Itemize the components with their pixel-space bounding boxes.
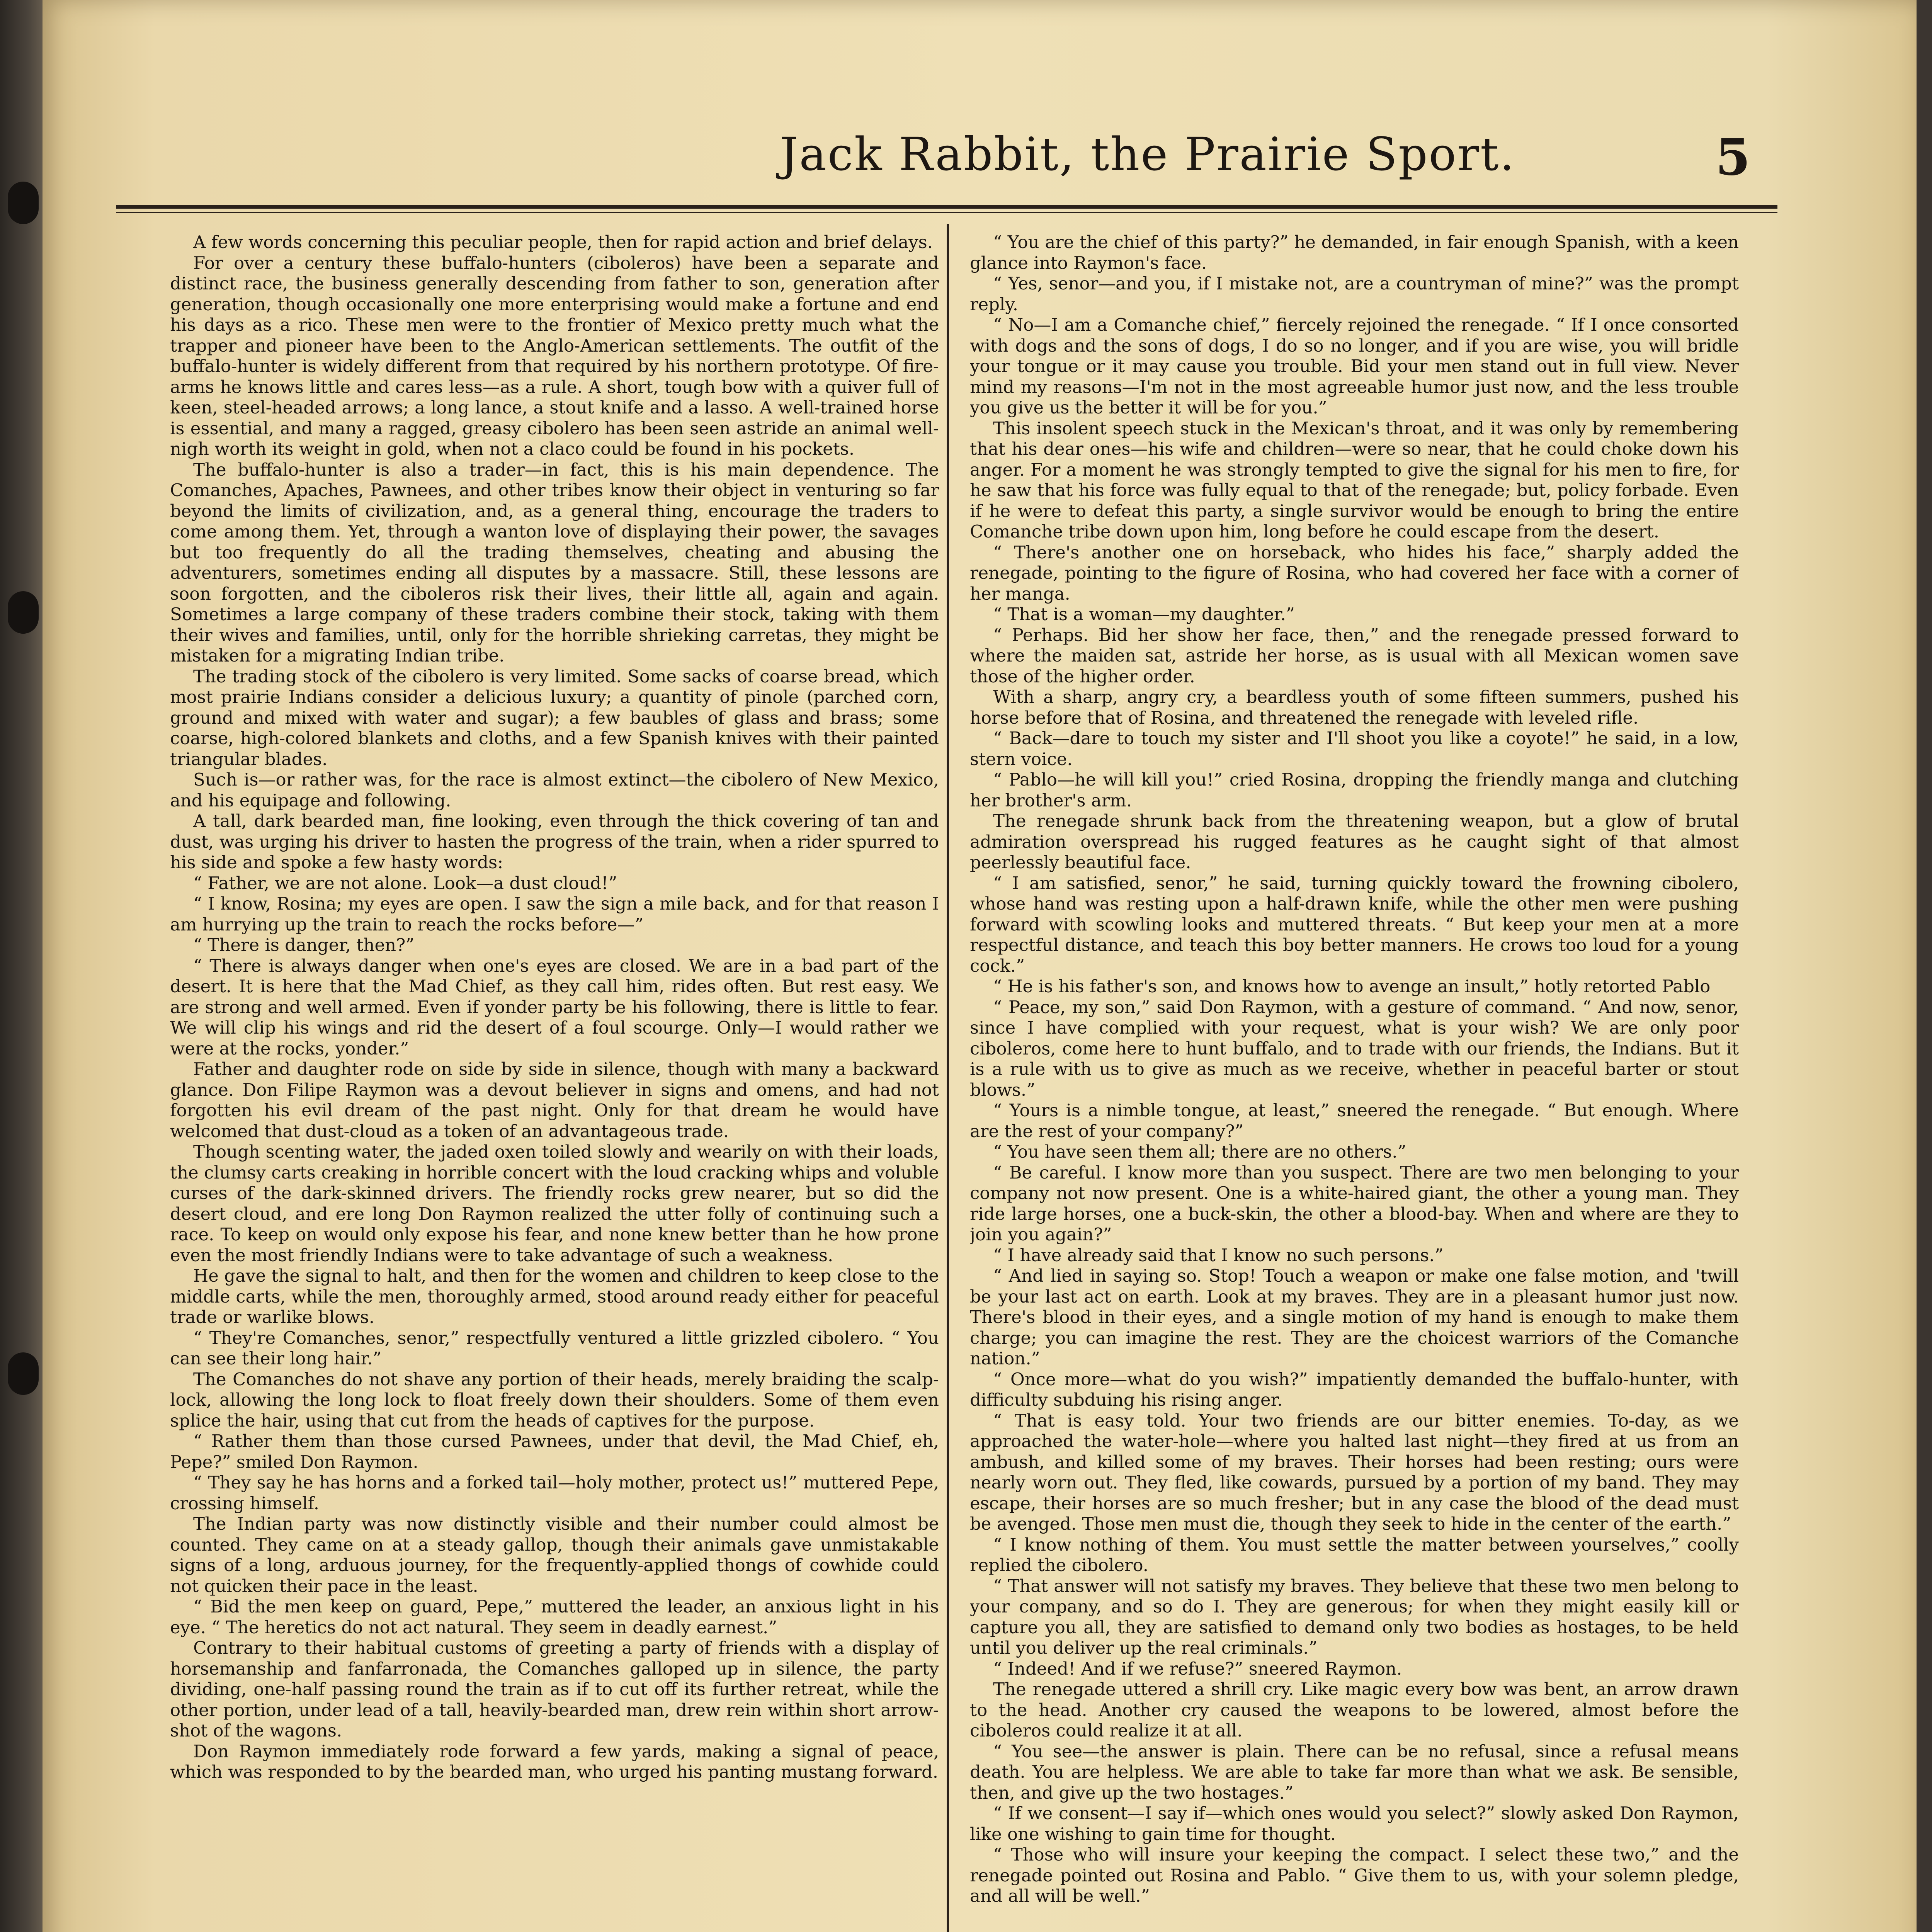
article-paragraph: “ Those who will insure your keeping the compact. I select these two,” and the renegade pointed out Rosina and Pablo. “ Give them to us, with your solemn pledge, and all will be well.” bbox=[970, 1844, 1739, 1906]
article-paragraph: He gave the signal to halt, and then for the women and children to keep close to the middle carts, while the men, thoroughly armed, stood around ready either for peaceful trade or warlike blows. bbox=[170, 1265, 939, 1327]
article-paragraph: “ Peace, my son,” said Don Raymon, with a gesture of command. “ And now, senor, since I have complied with your request, what is your wish? We are only poor ciboleros, come here to hunt buffalo, and to trade with our friends, the Indians. But it is a rule with us to give as much as we receive, whether in peaceful barter or stout blows.” bbox=[970, 997, 1739, 1100]
article-paragraph: “ That answer will not satisfy my braves. They believe that these two men belong to your company, and so do I. They are generous; for when they might easily kill or capture you all, they are satisfied to demand only two bodies as hostages, to be held until you deliver up the real criminals.” bbox=[970, 1575, 1739, 1658]
binding-stitch bbox=[8, 182, 39, 224]
article-paragraph: “ Bid the men keep on guard, Pepe,” muttered the leader, an anxious light in his eye. “ The heretics do not act natural. They seem in deadly earnest.” bbox=[170, 1596, 939, 1638]
article-paragraph: Contrary to their habitual customs of greeting a party of friends with a display of horsemanship and fanfarronada, the Comanches galloped up in silence, the party dividing, one-half passing round the train as if to cut off its further retreat, while the other portion, under lead of a tall, heavily-bearded man, drew rein within short arrow-shot of the wagons. bbox=[170, 1638, 939, 1741]
article-paragraph: “ Father, we are not alone. Look—a dust cloud!” bbox=[193, 872, 617, 893]
article-paragraph: “ That is easy told. Your two friends are our bitter enemies. To-day, as we approached the water-hole—where you halted last night—they fired at us from an ambush, and killed some of my braves. Their horses had been resting; ours were nearly worn out. They fled, like cowards, pursued by a portion of my band. They may escape, their horses are so much fresher; but in any case the blood of the dead must be avenged. Those men must die, though they seek to hide in the center of the earth.” bbox=[970, 1410, 1739, 1534]
article-paragraph: Don Raymon immediately rode forward a few yards, making a signal of peace, which was responded to by the bearded man, who urged his panting mustang forward. bbox=[170, 1741, 939, 1782]
article-paragraph: “ And lied in saying so. Stop! Touch a weapon or make one false motion, and 'twill be your last act on earth. Look at my braves. They are in a pleasant humor just now. There's blood in their eyes, and a single motion of my hand is enough to make them charge; you can imagine the rest. They are the choicest warriors of the Comanche nation.” bbox=[970, 1265, 1739, 1369]
header-rule-thin bbox=[116, 212, 1777, 213]
article-paragraph: “ Back—dare to touch my sister and I'll shoot you like a coyote!” he said, in a low, stern voice. bbox=[970, 728, 1739, 769]
article-paragraph: “ Once more—what do you wish?” impatiently demanded the buffalo-hunter, with difficulty subduing his rising anger. bbox=[970, 1369, 1739, 1410]
article-paragraph: Such is—or rather was, for the race is almost extinct—the cibolero of New Mexico, and his equipage and following. bbox=[170, 769, 939, 811]
article-paragraph: The Indian party was now distinctly visible and their number could almost be counted. They came on at a steady gallop, though their animals gave unmistakable signs of a long, arduous journey, for the frequently-applied thongs of cowhide could not quicken their pace in the least. bbox=[170, 1514, 939, 1596]
article-paragraph: The trading stock of the cibolero is very limited. Some sacks of coarse bread, which most prairie Indians consider a delicious luxury; a quantity of pinole (parched corn, ground and mixed with water and sugar); a few baubles of glass and brass; some coarse, high-colored blankets and cloths, and a few Spanish knives with their painted triangular blades. bbox=[170, 666, 939, 769]
article-paragraph: “ There's another one on horseback, who hides his face,” sharply added the renegade, pointing to the figure of Rosina, who had covered her face with a corner of her manga. bbox=[970, 542, 1739, 604]
article-paragraph: “ Yes, senor—and you, if I mistake not, are a countryman of mine?” was the prompt reply. bbox=[970, 273, 1739, 315]
article-paragraph: “ They're Comanches, senor,” respectfully ventured a little grizzled cibolero. “ You can see their long hair.” bbox=[170, 1327, 939, 1369]
article-paragraph: “ You are the chief of this party?” he demanded, in fair enough Spanish, with a keen glance into Raymon's face. bbox=[970, 232, 1739, 273]
article-paragraph: For over a century these buffalo-hunters (ciboleros) have been a separate and distinct race, the business generally descending from father to son, generation after generation, though occasionally one more enterprising would make a fortune and end his days as a rico. These men were to the frontier of Mexico pretty much what the trapper and pioneer have been to the Anglo-American settlements. The outfit of the buffalo-hunter is widely different from that required by his northern prototype. Of fire-arms he knows little and cares less—as a rule. A short, tough bow with a quiver full of keen, steel-headed arrows; a long lance, a stout knife and a lasso. A well-trained horse is essential, and many a ragged, greasy cibolero has been seen astride an animal well-nigh worth its weight in gold, when not a claco could be found in his pockets. bbox=[170, 252, 939, 459]
right-text-column bbox=[970, 232, 1739, 1932]
article-paragraph: “ He is his father's son, and knows how to avenge an insult,” hotly retorted Pablo bbox=[993, 976, 1711, 997]
article-paragraph: Though scenting water, the jaded oxen toiled slowly and wearily on with their loads, the clumsy carts creaking in horrible concert with the loud cracking whips and voluble curses of the dark-skinned drivers. The friendly rocks grew nearer, but so did the desert cloud, and ere long Don Raymon realized the utter folly of continuing such a race. To keep on would only expose his fear, and none knew better than he how prone even the most friendly Indians were to take advantage of such a weakness. bbox=[170, 1141, 939, 1265]
article-paragraph: The renegade uttered a shrill cry. Like magic every bow was bent, an arrow drawn to the head. Another cry caused the weapons to be lowered, almost before the ciboleros could realize it at all. bbox=[970, 1679, 1739, 1741]
article-paragraph: “ Rather them than those cursed Pawnees, under that devil, the Mad Chief, eh, Pepe?” smiled Don Raymon. bbox=[170, 1431, 939, 1472]
article-paragraph: The renegade shrunk back from the threatening weapon, but a glow of brutal admiration overspread his rugged features as he caught sight of that almost peerlessly beautiful face. bbox=[970, 811, 1739, 872]
article-paragraph: “ There is always danger when one's eyes are closed. We are in a bad part of the desert. It is here that the Mad Chief, as they call him, rides often. But rest easy. We are strong and well armed. Even if yonder party be his following, there is little to fear. We will clip his wings and rid the desert of a foul scourge. Only—I would rather we were at the rocks, yonder.” bbox=[170, 955, 939, 1059]
column-divider bbox=[947, 224, 949, 1932]
article-paragraph: “ Indeed! And if we refuse?” sneered Raymon. bbox=[993, 1658, 1402, 1679]
article-paragraph: A tall, dark bearded man, fine looking, even through the thick covering of tan and dust, was urging his driver to hasten the progress of the train, when a rider spurred to his side and spoke a few hasty words: bbox=[170, 811, 939, 872]
article-paragraph: The Comanches do not shave any portion of their heads, merely braiding the scalp-lock, allowing the long lock to float freely down their shoulders. Some of them even splice the hair, using that cut from the heads of captives for the purpose. bbox=[170, 1369, 939, 1431]
binding-stitch bbox=[8, 591, 39, 634]
page-number: 5 bbox=[1715, 128, 1750, 187]
article-paragraph: The buffalo-hunter is also a trader—in fact, this is his main dependence. The Comanches, Apaches, Pawnees, and other tribes know their object in venturing so far beyond the limits of civilization, and, as a general thing, encourage the traders to come among them. Yet, through a wanton love of displaying their power, the savages but too frequently do all the trading themselves, cheating and abusing the adventurers, sometimes ending all disputes by a massacre. Still, these lessons are soon forgotten, and the ciboleros risk their lives, their little all, again and again. Sometimes a large company of these traders combine their stock, taking with them their wives and families, until, only for the horrible shrieking carretas, they might be mistaken for a migrating Indian tribe. bbox=[170, 459, 939, 666]
article-paragraph: A few words concerning this peculiar people, then for rapid action and brief delays. bbox=[193, 232, 933, 252]
article-paragraph: “ There is danger, then?” bbox=[193, 935, 415, 955]
binding-stitch bbox=[8, 1352, 39, 1395]
article-paragraph: “ I have already said that I know no such persons.” bbox=[993, 1245, 1444, 1265]
article-paragraph: “ No—I am a Comanche chief,” fiercely rejoined the renegade. “ If I once consorted with dogs and the sons of dogs, I do so no longer, and if you are wise, you will bridle your tongue or it may cause you trouble. Bid your men stand out in full view. Never mind my reasons—I'm not in the most agreeable humor just now, and the less trouble you give us the better it will be for you.” bbox=[970, 315, 1739, 418]
article-paragraph: “ I know nothing of them. You must settle the matter between yourselves,” coolly replied the cibolero. bbox=[970, 1534, 1739, 1575]
book-binding bbox=[0, 0, 46, 1932]
article-paragraph: “ They say he has horns and a forked tail—holy mother, protect us!” muttered Pepe, crossing himself. bbox=[170, 1472, 939, 1514]
header-rule bbox=[116, 205, 1777, 209]
article-paragraph: “ If we consent—I say if—which ones would you select?” slowly asked Don Raymon, like one wishing to gain time for thought. bbox=[970, 1803, 1739, 1844]
article-paragraph: “ Yours is a nimble tongue, at least,” sneered the renegade. “ But enough. Where are the rest of your company?” bbox=[970, 1100, 1739, 1141]
article-paragraph: “ That is a woman—my daughter.” bbox=[993, 604, 1295, 624]
article-paragraph: “ I am satisfied, senor,” he said, turning quickly toward the frowning cibolero, whose hand was resting upon a half-drawn knife, while the other men were pushing forward with scowling looks and muttered threats. “ But keep your men at a more respectful distance, and teach this boy better manners. He crows too loud for a young cock.” bbox=[970, 872, 1739, 976]
article-paragraph: “ I know, Rosina; my eyes are open. I saw the sign a mile back, and for that reason I am hurrying up the train to reach the rocks before—” bbox=[170, 893, 939, 935]
article-paragraph: “ You see—the answer is plain. There can be no refusal, since a refusal means death. You are helpless. We are able to take far more than what we ask. Be sensible, then, and give up the two hostages.” bbox=[970, 1741, 1739, 1803]
left-text-column bbox=[170, 232, 939, 1932]
article-paragraph: This insolent speech stuck in the Mexican's throat, and it was only by remembering that his dear ones—his wife and children—were so near, that he could choke down his anger. For a moment he was strongly tempted to give the signal for his men to fire, for he saw that his force was fully equal to that of the renegade; but, policy forbade. Even if he were to defeat this party, a single survivor would be enough to bring the entire Comanche tribe down upon him, long before he could escape from the desert. bbox=[970, 418, 1739, 542]
article-paragraph: “ Be careful. I know more than you suspect. There are two men belonging to your company not now present. One is a white-haired giant, the other a young man. They ride large horses, one a buck-skin, the other a blood-bay. When and where are they to join you again?” bbox=[970, 1162, 1739, 1245]
article-paragraph: “ Pablo—he will kill you!” cried Rosina, dropping the friendly manga and clutching her brother's arm. bbox=[970, 769, 1739, 811]
running-header-title: Jack Rabbit, the Prairie Sport. bbox=[780, 128, 1515, 181]
article-paragraph: Father and daughter rode on side by side in silence, though with many a backward glance. Don Filipe Raymon was a devout believer in signs and omens, and had not forgotten his evil dream of the past night. Only for that dream he would have welcomed that dust-cloud as a token of an advantageous trade. bbox=[170, 1059, 939, 1141]
article-paragraph: “ Perhaps. Bid her show her face, then,” and the renegade pressed forward to where the maiden sat, astride her horse, as is usual with all Mexican women save those of the higher order. bbox=[970, 624, 1739, 687]
article-paragraph: “ You have seen them all; there are no others.” bbox=[993, 1141, 1406, 1162]
article-paragraph: With a sharp, angry cry, a beardless youth of some fifteen summers, pushed his horse before that of Rosina, and threatened the renegade with leveled rifle. bbox=[970, 687, 1739, 728]
